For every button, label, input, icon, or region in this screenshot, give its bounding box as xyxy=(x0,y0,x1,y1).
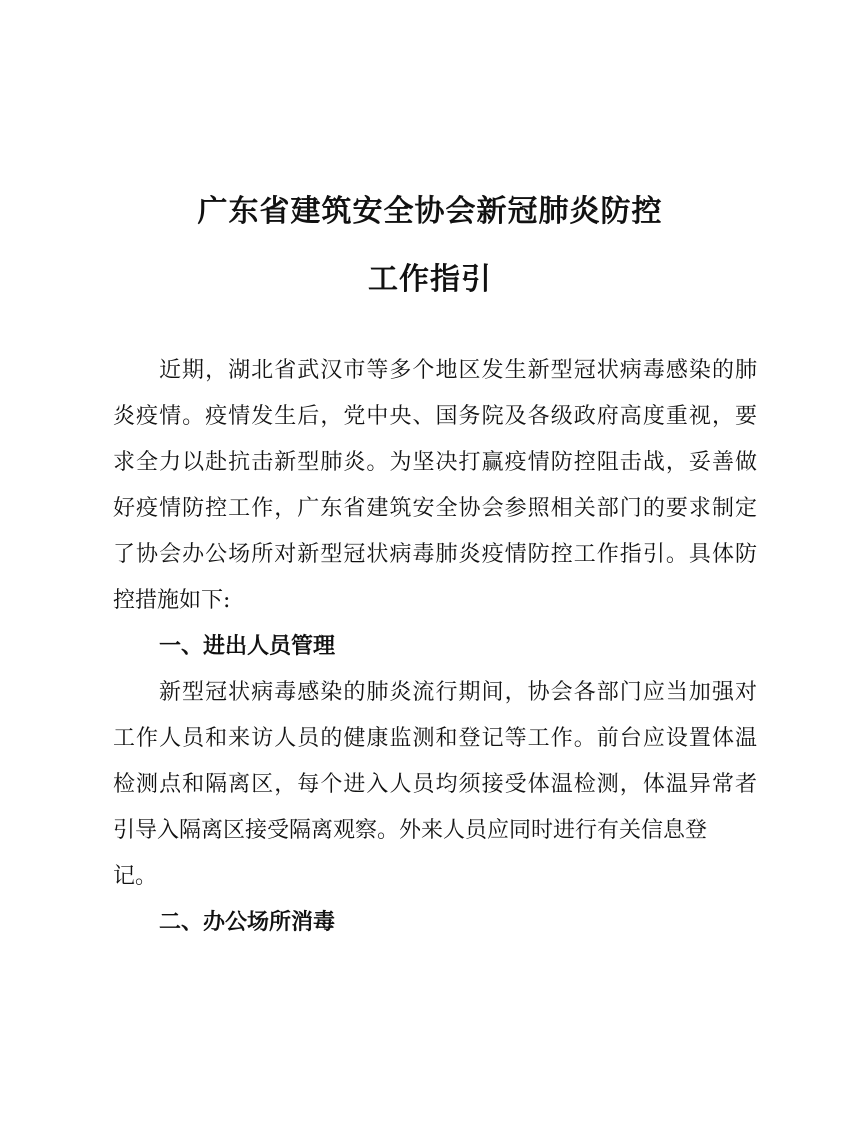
document-title-line-1: 广东省建筑安全协会新冠肺炎防控 xyxy=(197,194,663,229)
intro-line: 了协会办公场所对新型冠状病毒肺炎疫情防控工作指引。具体防 xyxy=(113,542,757,567)
intro-line: 求全力以赴抗击新型肺炎。为坚决打赢疫情防控阻击战，妥善做 xyxy=(113,450,757,475)
section1-line: 记。 xyxy=(113,864,158,889)
section1-line: 引导入隔离区接受隔离观察。外来人员应同时进行有关信息登 xyxy=(113,818,708,843)
intro-line: 好疫情防控工作，广东省建筑安全协会参照相关部门的要求制定 xyxy=(113,496,757,521)
section1-line: 新型冠状病毒感染的肺炎流行期间，协会各部门应当加强对 xyxy=(159,680,757,705)
section-heading-2: 二、办公场所消毒 xyxy=(159,910,336,935)
section1-line: 工作人员和来访人员的健康监测和登记等工作。前台应设置体温 xyxy=(113,726,757,751)
intro-line: 炎疫情。疫情发生后，党中央、国务院及各级政府高度重视，要 xyxy=(113,404,757,429)
section1-line: 检测点和隔离区，每个进入人员均须接受体温检测，体温异常者 xyxy=(113,772,757,797)
section-heading-1: 一、进出人员管理 xyxy=(159,634,336,659)
intro-line: 控措施如下: xyxy=(113,588,231,613)
intro-line: 近期，湖北省武汉市等多个地区发生新型冠状病毒感染的肺 xyxy=(159,358,757,383)
document-title-line-2: 工作指引 xyxy=(368,262,492,297)
